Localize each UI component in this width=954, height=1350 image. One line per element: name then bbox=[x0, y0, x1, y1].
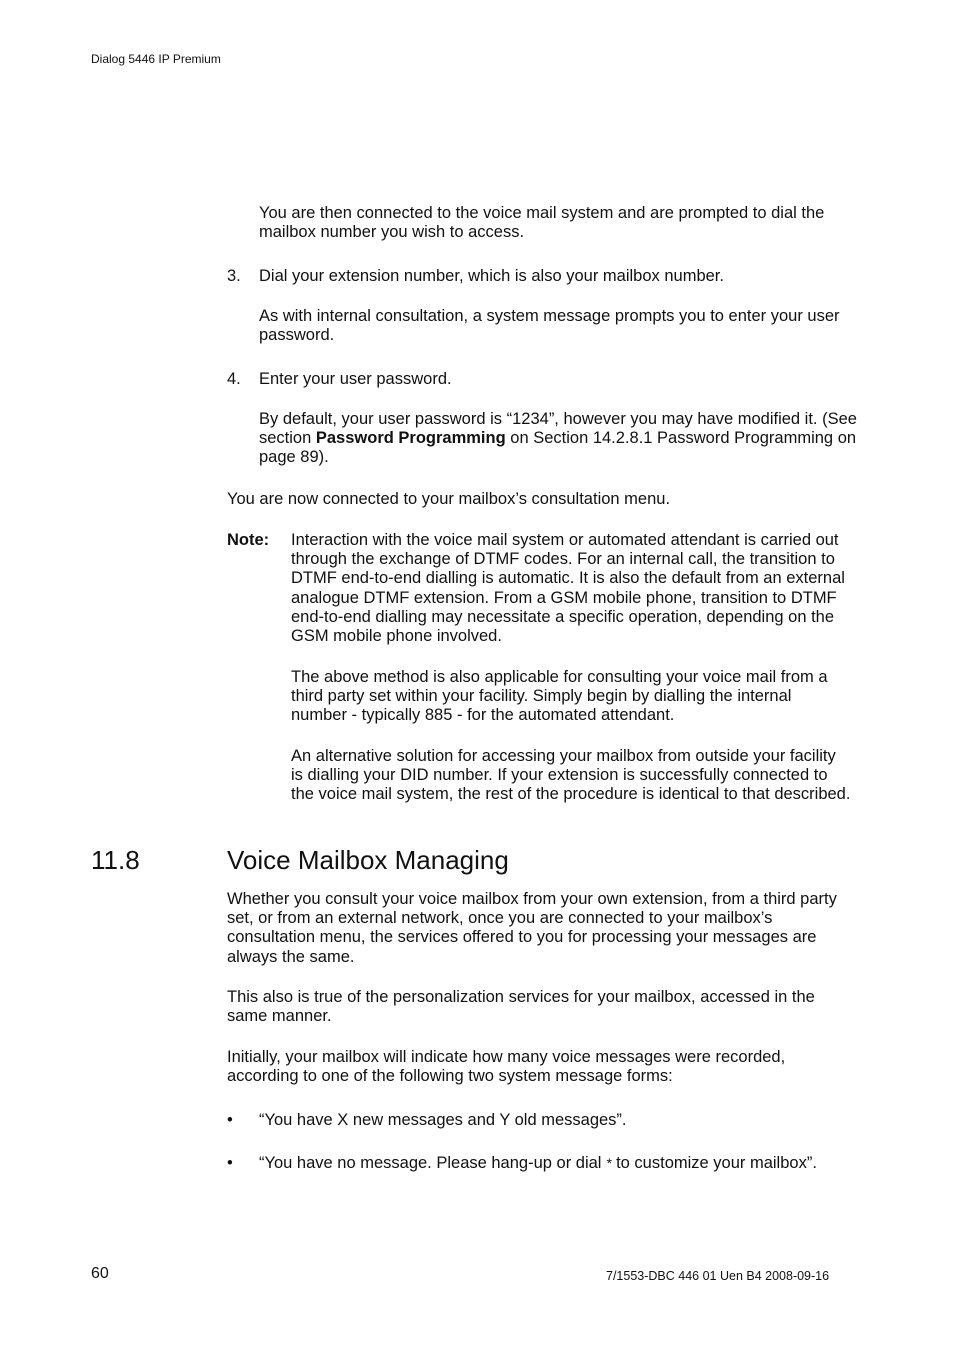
page-number: 60 bbox=[91, 1265, 109, 1282]
section-paragraph-2: This also is true of the personalization services for your mailbox, accessed in the same manner. bbox=[227, 988, 815, 1026]
step-3-detail: As with internal consultation, a system message prompts you to enter your user password. bbox=[259, 307, 840, 345]
step-3-text: Dial your extension number, which is also your mailbox number. bbox=[259, 267, 724, 285]
note-label: Note: bbox=[227, 531, 270, 549]
running-header: Dialog 5446 IP Premium bbox=[91, 52, 221, 66]
section-number: 11.8 bbox=[91, 845, 140, 875]
step-4-detail bbox=[259, 410, 859, 468]
bullet-item-1: “You have X new messages and Y old messages”. bbox=[259, 1111, 627, 1129]
connected-paragraph: You are now connected to your mailbox’s consultation menu. bbox=[227, 490, 671, 508]
bullet-2-pre: “You have no message. Please hang-up or dial bbox=[259, 1154, 607, 1172]
note-paragraph-3: An alternative solution for accessing your mailbox from outside your facility is dialling your DID number. If your extension is successfully connected to the voice mail system, the rest of the procedure is identical to that described. bbox=[291, 747, 851, 804]
section-title: Voice Mailbox Managing bbox=[227, 845, 509, 875]
step-number-4: 4. bbox=[227, 370, 241, 388]
password-programming-link[interactable]: Password Programming bbox=[315, 429, 506, 448]
step-4-detail-post: on Section 14.2.8.1 Password Programming on page 89). bbox=[259, 429, 857, 467]
section-paragraph-3: Initially, your mailbox will indicate how many voice messages were recorded, according to one of the following two system message forms: bbox=[227, 1048, 786, 1086]
step-4-text: Enter your user password. bbox=[259, 370, 452, 388]
bullet-item-2 bbox=[259, 1154, 859, 1173]
document-reference: 7/1553-DBC 446 01 Uen B4 2008-09-16 bbox=[606, 1269, 830, 1283]
section-paragraph-1: Whether you consult your voice mailbox from your own extension, from a third party set, or from an external network, once you are connected to your mailbox’s consultation menu, the services offered to you for processing your messages are always the same. bbox=[227, 890, 837, 966]
step-4-detail-pre: By default, your user password is “1234”, however you may have modified it. (See section bbox=[259, 410, 857, 448]
bullet-symbol-1: • bbox=[227, 1111, 233, 1129]
bullet-2-post: to customize your mailbox”. bbox=[611, 1154, 817, 1172]
note-paragraph-2: The above method is also applicable for consulting your voice mail from a third party set within your facility. Simply begin by dialling the internal number - typically 885 - for the automated attendant. bbox=[291, 668, 828, 725]
star-key: * bbox=[606, 1155, 612, 1171]
step-number-3: 3. bbox=[227, 267, 241, 285]
bullet-symbol-2: • bbox=[227, 1154, 233, 1172]
intro-paragraph: You are then connected to the voice mail system and are prompted to dial the mailbox number you wish to access. bbox=[259, 204, 825, 242]
note-paragraph-1: Interaction with the voice mail system or automated attendant is carried out through the exchange of DTMF codes. For an internal call, the transition to DTMF end-to-end dialling is automatic. It is also the default from an external analogue DTMF extension. From a GSM mobile phone, transition to DTMF end-to-end dialling may necessitate a specific operation, depending on the GSM mobile phone involved. bbox=[291, 531, 845, 646]
